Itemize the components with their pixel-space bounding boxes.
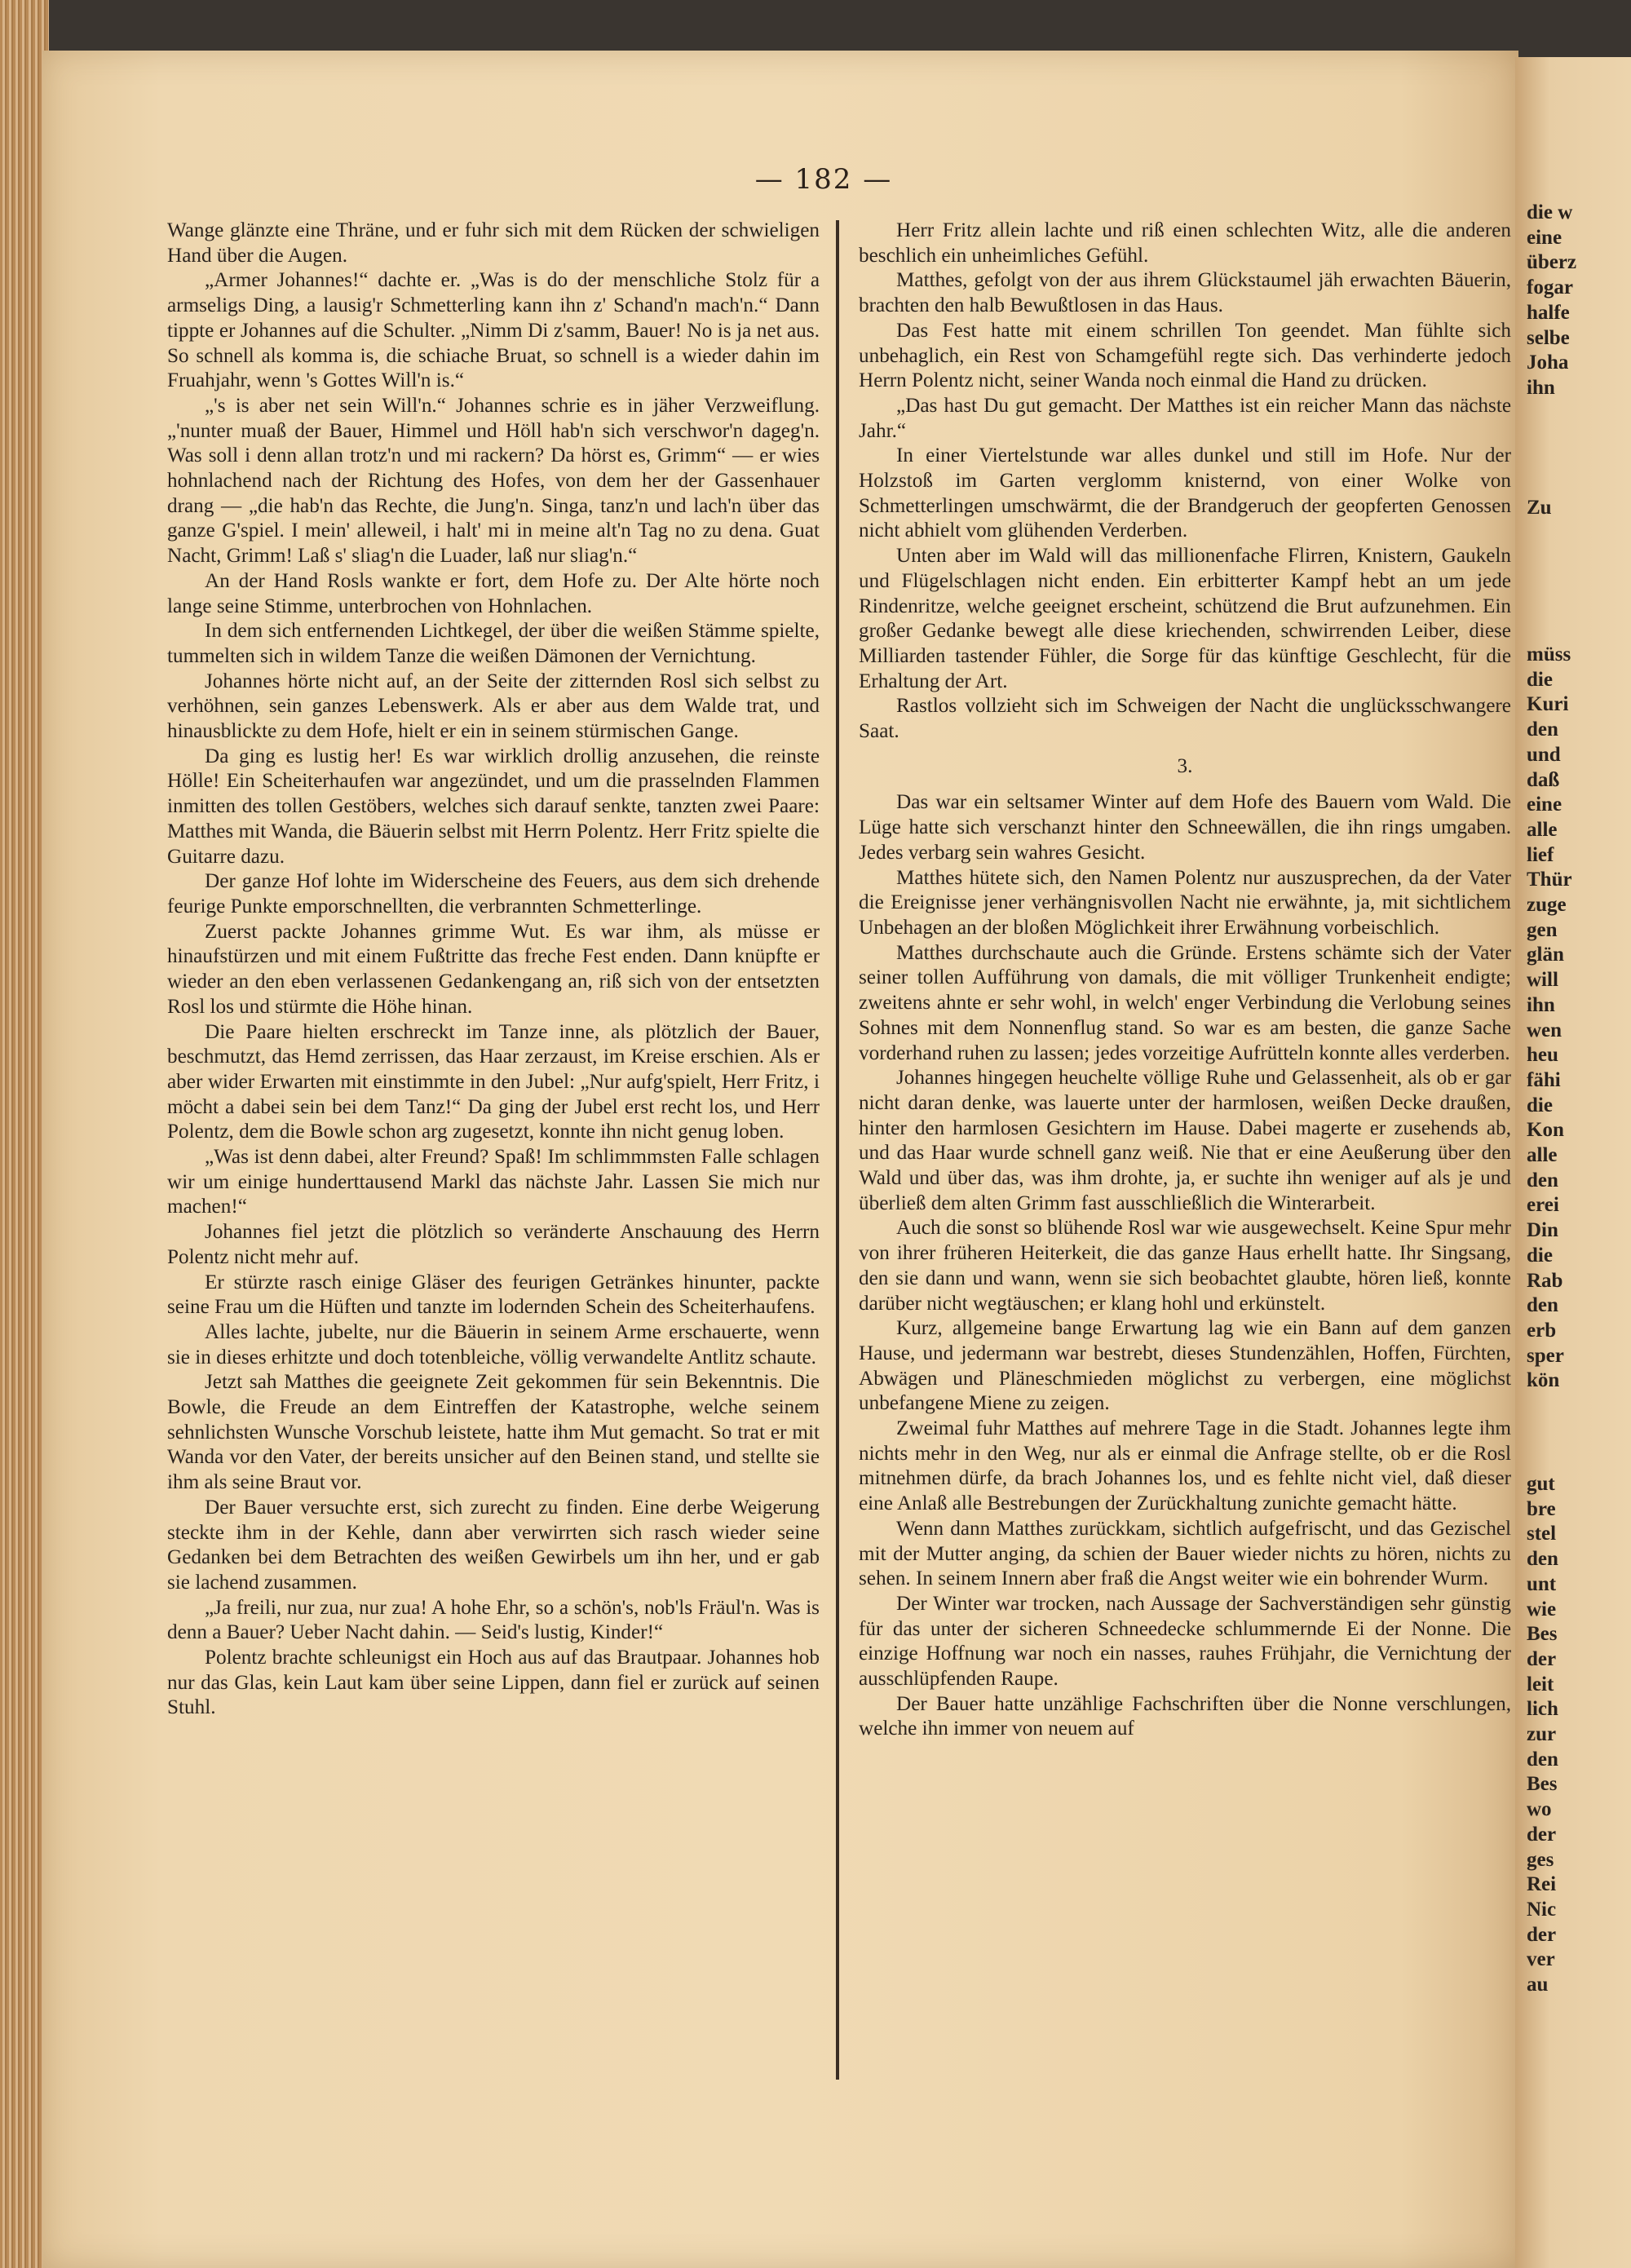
paragraph: Herr Fritz allein lachte und riß einen schlechten Witz, alle die anderen beschlich ein unheimliches Gefühl. <box>859 219 1511 267</box>
paragraph: „Das hast Du gut gemacht. Der Matthes ist ein reicher Mann das nächste Jahr.“ <box>859 394 1511 442</box>
fragment-line: eine <box>1527 794 1562 816</box>
fragment-line: fogar <box>1527 276 1573 299</box>
fragment-line: halfe <box>1527 301 1570 324</box>
fragment-line: der <box>1527 1823 1557 1846</box>
paragraph: Er stürzte rasch einige Gläser des feurigen Getränkes hinunter, packte seine Frau um die Hüften und tanzte im lodernden Schein des Scheiterhaufens. <box>167 1271 820 1319</box>
paragraph: Rastlos vollzieht sich im Schweigen der Nacht die unglücksschwangere Saat. <box>859 695 1511 743</box>
next-page-edge <box>1515 57 1631 2268</box>
fragment-line: ihn <box>1527 376 1555 399</box>
fragment-line: Kon <box>1527 1119 1564 1142</box>
right-column-part-1 <box>859 219 1511 745</box>
fragment-line: Bes <box>1527 1773 1558 1796</box>
fragment-line: wie <box>1527 1598 1557 1620</box>
fragment-line: ges <box>1527 1848 1554 1871</box>
fragment-line: die <box>1527 1094 1553 1116</box>
paragraph: An der Hand Rosls wankte er fort, dem Hofe zu. Der Alte hörte noch lange seine Stimme, unterbrochen von Hohnlachen. <box>167 569 820 617</box>
fragment-line: stel <box>1527 1523 1557 1545</box>
fragment-line: müss <box>1527 643 1571 665</box>
paragraph: „Ja freili, nur zua, nur zua! A hohe Ehr, so a schön's, nob'ls Fräul'n. Was is denn a Bauer? Ueber Nacht dahin. — Seid's lustig, Kinder!“ <box>167 1596 820 1644</box>
paragraph: Der Bauer versuchte erst, sich zurecht zu finden. Eine derbe Weigerung steckte ihm in der Kehle, dann aber verwirrten sich rasch wieder seine Gedanken bei dem Betrachten des weißen Gewirbels um ihn her, und er gab sie lachend zusammen. <box>167 1496 820 1594</box>
paragraph: Jetzt sah Matthes die geeignete Zeit gekommen für sein Bekenntnis. Die Bowle, die Freude an dem Eintreffen der Katastrophe, welche seinem sehnlichsten Wunsche Vorschub leistete, hatte ihm Mut gemacht. So trat er mit Wanda vor den Vater, der bereits unsicher auf den Beinen stand, und stellte sie ihm als seine Braut vor. <box>167 1371 820 1494</box>
next-page-fragment-a <box>1527 201 1576 401</box>
paragraph: Johannes fiel jetzt die plötzlich so veränderte Anschauung des Herrn Polentz nicht mehr auf. <box>167 1221 820 1268</box>
fragment-line: der <box>1527 1647 1557 1670</box>
fragment-line: wen <box>1527 1019 1562 1041</box>
fragment-line: daß <box>1527 768 1560 791</box>
fragment-line: zur <box>1527 1723 1557 1746</box>
fragment-line: unt <box>1527 1572 1557 1595</box>
fragment-line: gut <box>1527 1473 1555 1495</box>
fragment-line: eine <box>1527 226 1562 249</box>
fragment-line: kön <box>1527 1369 1560 1392</box>
fragment-line: will <box>1527 969 1558 992</box>
fragment-line: Joha <box>1527 351 1569 374</box>
paragraph: Das Fest hatte mit einem schrillen Ton geendet. Man fühlte sich unbehaglich, ein Rest von Schamgefühl regte sich. Das verhinderte jedoch Herrn Polentz nicht, seiner Wanda noch einmal die Hand zu drücken. <box>859 319 1511 392</box>
paragraph: Matthes hütete sich, den Namen Polentz nur auszusprechen, da der Vater die Ereignisse jener verhängnisvollen Nacht nie erwähnte, ja, mit sichtlichem Unbehagen an der bloßen Möglichkeit ihrer Erwähnung vorbeischlich. <box>859 866 1511 939</box>
paragraph: Johannes hingegen heuchelte völlige Ruhe und Gelassenheit, als ob er gar nicht daran denke, was lauerte unter der harmlosen, weißen Decke draußen, hinter den harmlosen Gesichtern im Hause. Dabei magerte er zusehends ab, und das Haar wurde schnell ganz weiß. Nie that er eine Aeußerung über den Wald und über das, was ihm drohte, ja, er suchte ihn weniger auf als je und überließ dem alten Grimm fast ausschließlich die Winterarbeit. <box>859 1067 1511 1214</box>
paragraph: Das war ein seltsamer Winter auf dem Hofe des Bauern vom Wald. Die Lüge hatte sich verschanzt hinter den Schneewällen, die ihn rings umgaben. Jedes verbarg sein wahres Gesicht. <box>859 791 1511 864</box>
fragment-line: alle <box>1527 818 1558 841</box>
paragraph: In dem sich entfernenden Lichtkegel, der über die weißen Stämme spielte, tummelten sich in wildem Tanze die weißen Dämonen der Vernichtung. <box>167 620 820 667</box>
next-page-fragment-c <box>1527 643 1572 1394</box>
paragraph: „'s is aber net sein Will'n.“ Johannes schrie es in jäher Verzweiflung. „'nunter muaß der Bauer, Himmel und Höll hab'n sich verschwor'n dageg'n. Was soll i denn allan trotz'n und mi rackern? Da hörst es, Grimm“ — er wies hohnlachend nach der Richtung des Hofes, von dem her der Gassenhauer drang — „die hab'n das Rechte, die Jung'n. Singa, tanz'n und lach'n über das ganze G'spiel. I mein' alleweil, i halt' mi in meine alt'n Tag no zu dena. Guat Nacht, Grimm! Laß s' sliag'n die Luader, laß nur sliag'n.“ <box>167 394 820 568</box>
fragment-line: Kuri <box>1527 693 1569 716</box>
fragment-line: den <box>1527 1294 1558 1317</box>
fragment-line: lich <box>1527 1698 1558 1721</box>
paragraph: Auch die sonst so blühende Rosl war wie ausgewechselt. Keine Spur mehr von ihrer früheren Heiterkeit, die das ganze Haus erhellt hatte. Ihr Singsang, den sie dann und wann, wenn sie sich beobachtet glaubte, hören ließ, konnte darüber nicht wegtäuschen; er klang hohl und erkünstelt. <box>859 1217 1511 1315</box>
paragraph: Johannes hörte nicht auf, an der Seite der zitternden Rosl sich selbst zu verhöhnen, sein ganzes Lebenswerk. Als er aber aus dem Walde trat, und hinausblickte zu dem Hofe, hielt er ein in seinem stürmischen Gange. <box>167 670 820 743</box>
column-divider <box>836 220 839 2080</box>
paragraph: Wenn dann Matthes zurückkam, sichtlich aufgefrischt, und das Gezischel mit der Mutter anging, da schien der Bauer wieder nichts zu hören, nichts zu sehen. In seinem Innern aber fraß die Angst weiter wie ein bohrender Wurm. <box>859 1517 1511 1590</box>
fragment-line: ver <box>1527 1948 1555 1971</box>
fragment-line: den <box>1527 718 1558 741</box>
paragraph: In einer Viertelstunde war alles dunkel und still im Hofe. Nur der Holzstoß im Garten verglomm knisternd, von einer Wolke von Schmetterlingen umschwärmt, die der Brandgeruch der geopferten Genossen nicht abhielt vom glühenden Verderben. <box>859 444 1511 542</box>
fragment-line: die <box>1527 1244 1553 1267</box>
paragraph: Zweimal fuhr Matthes auf mehrere Tage in die Stadt. Johannes legte ihm nichts mehr in den Weg, nur als er einmal die Anfrage stellte, ob er die Rosl mitnehmen dürfe, da brach Johannes los, und es fehlte nicht viel, daß dieser eine Anlaß alle Bestrebungen der Zurückhaltung zunichte gemacht hätte. <box>859 1417 1511 1515</box>
paragraph: Matthes durchschaute auch die Gründe. Erstens schämte sich der Vater seiner tollen Aufführung von damals, die mit völliger Trunkenheit endigte; zweitens ahnte er sehr wohl, in welch' enger Verbindung die Verlobung seines Sohnes mit dem Nonnenflug stand. So war es am besten, die ganze Sache vorderhand ruhen zu lassen; jedes vorzeitige Aufrütteln konnte alles verderben. <box>859 941 1511 1064</box>
paragraph: „Was ist denn dabei, alter Freund? Spaß! Im schlimmmsten Falle schlagen wir um einige hunderttausend Markl das nächste Jahr. Lassen Sie mich nur machen!“ <box>167 1146 820 1218</box>
fragment-line: au <box>1527 1974 1549 1996</box>
paragraph: Da ging es lustig her! Es war wirklich drollig anzusehen, die reinste Hölle! Ein Scheiterhaufen war angezündet, und um die prasselnden Flammen inmitten des tollen Gestöbers, welches sich darauf senkte, tanzten zwei Paare: Matthes mit Wanda, die Bäuerin selbst mit Herrn Polentz. Herr Fritz spielte die Guitarre dazu. <box>167 745 820 868</box>
fragment-line: den <box>1527 1548 1558 1571</box>
paragraph: Kurz, allgemeine bange Erwartung lag wie ein Bann auf dem ganzen Hause, und jedermann war bestrebt, dieses Stundenzählen, Hoffen, Fürchten, Abwägen und Pläneschmieden möglichst zu verbergen, eine möglichst unbefangene Miene zu zeigen. <box>859 1317 1511 1415</box>
page-number: — 182 — <box>754 163 893 196</box>
fragment-line: bre <box>1527 1497 1556 1520</box>
fragment-line: zuge <box>1527 894 1567 917</box>
fragment-line: die w <box>1527 201 1573 223</box>
fragment-line: Zu <box>1527 497 1552 519</box>
fragment-line: Din <box>1527 1219 1558 1242</box>
paragraph: Matthes, gefolgt von der aus ihrem Glückstaumel jäh erwachten Bäuerin, brachten den halb Bewußtlosen in das Haus. <box>859 269 1511 317</box>
next-page-fragment-d <box>1527 1472 1558 1998</box>
fragment-line: gen <box>1527 918 1558 941</box>
next-page-fragment-b <box>1527 496 1552 521</box>
fragment-line: die <box>1527 668 1553 691</box>
fragment-line: Rei <box>1527 1873 1557 1896</box>
fragment-line: alle <box>1527 1144 1558 1167</box>
fragment-line: erei <box>1527 1194 1559 1217</box>
fragment-line: Nic <box>1527 1898 1557 1921</box>
fragment-line: der <box>1527 1923 1557 1946</box>
right-column-part-2 <box>859 790 1511 1742</box>
book-edge <box>0 0 49 2268</box>
fragment-line: wo <box>1527 1798 1552 1821</box>
fragment-line: den <box>1527 1748 1558 1771</box>
fragment-line: Bes <box>1527 1623 1558 1646</box>
left-column <box>167 219 820 1721</box>
right-column <box>859 219 1511 1742</box>
fragment-line: überz <box>1527 251 1577 274</box>
paragraph: Zuerst packte Johannes grimme Wut. Es war ihm, als müsse er hinaufstürzen und mit einem Fußtritte das freche Fest enden. Dann knüpfte er wieder an den eben verlassenen Gedankengang an, riß sich von der entsetzten Rosl los und stürmte die Höhe hinan. <box>167 920 820 1018</box>
paragraph: Die Paare hielten erschreckt im Tanze inne, als plötzlich der Bauer, beschmutzt, das Hemd zerrissen, das Haar zerzaust, im Kreise erschien. Als er aber wider Erwarten mit einstimmte in den Jubel: „Nur aufg'spielt, Herr Fritz, i möcht a dabei sein bei dem Tanz!“ Da ging der Jubel erst recht los, und Herr Polentz, dem die Bowle schon arg zugesetzt, konnte ihn nicht genug loben. <box>167 1020 820 1143</box>
fragment-line: ihn <box>1527 993 1555 1016</box>
paragraph: Alles lachte, jubelte, nur die Bäuerin in seinem Arme erschauerte, wenn sie in dieses erhitzte und doch totenbleiche, völlig verwandelte Antlitz schaute. <box>167 1320 820 1368</box>
fragment-line: leit <box>1527 1673 1554 1695</box>
fragment-line: den <box>1527 1169 1558 1191</box>
paragraph: Der ganze Hof lohte im Widerscheine des Feuers, aus dem sich drehende feurige Punkte emporschnellten, die verbrannten Schmetterlinge. <box>167 870 820 917</box>
fragment-line: Thür <box>1527 869 1572 891</box>
fragment-line: Rab <box>1527 1269 1563 1292</box>
section-number: 3. <box>1177 754 1193 777</box>
fragment-line: und <box>1527 743 1561 766</box>
paragraph: Wange glänzte eine Thräne, und er fuhr sich mit dem Rücken der schwieligen Hand über die Augen. <box>167 219 820 267</box>
paragraph: Polentz brachte schleunigst ein Hoch aus auf das Brautpaar. Johannes hob nur das Glas, kein Laut kam über seine Lippen, dann fiel er zurück auf seinen Stuhl. <box>167 1647 820 1719</box>
paragraph: „Armer Johannes!“ dachte er. „Was is do der menschliche Stolz für a armseligs Ding, a lausig'r Schmetterling kann ihn z' Schand'n mach'n.“ Dann tippte er Johannes auf die Schulter. „Nimm Di z'samm, Bauer! No is ja net aus. So schnell als komma is, die schiache Bruat, so schnell is a wieder dahin im Fruahjahr, wenn 's Gottes Will'n is.“ <box>167 269 820 392</box>
paragraph: Der Winter war trocken, nach Aussage der Sachverständigen sehr günstig für das unter der sicheren Schneedecke schlummernde Ei der Nonne. Die einzige Hoffnung war noch ein nasses, rauhes Frühjahr, die Vernichtung der ausschlüpfenden Raupe. <box>859 1592 1511 1691</box>
fragment-line: lief <box>1527 843 1554 866</box>
fragment-line: erb <box>1527 1319 1557 1342</box>
paragraph: Unten aber im Wald will das millionenfache Flirren, Knistern, Gaukeln und Flügelschlagen nicht enden. Ein erbitterter Kampf hebt an um jede Rindenritze, welche geeignet erscheint, schützend die Brut aufzunehmen. Ein großer Gedanke bewegt alle diese kriechenden, schwirrenden Leiber, diese Milliarden tastender Fühler, die Sorge für das künftige Geschlecht, für die Erhaltung der Art. <box>859 545 1511 692</box>
fragment-line: selbe <box>1527 326 1570 349</box>
fragment-line: heu <box>1527 1044 1558 1067</box>
fragment-line: fähi <box>1527 1068 1561 1091</box>
paragraph: Der Bauer hatte unzählige Fachschriften über die Nonne verschlungen, welche ihn immer von neuem auf <box>859 1692 1511 1740</box>
fragment-line: sper <box>1527 1344 1564 1367</box>
fragment-line: glän <box>1527 944 1564 966</box>
